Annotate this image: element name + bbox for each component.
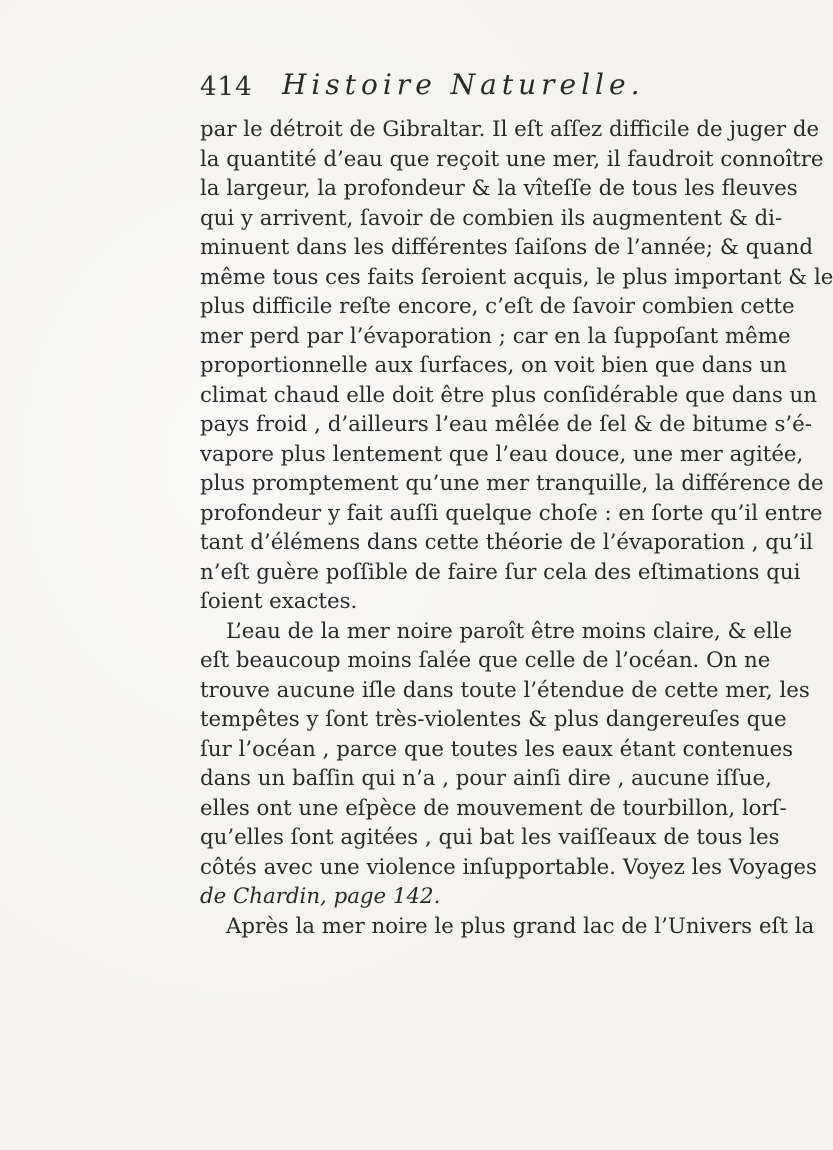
text-line: plus difficile reſte encore, c’eſt de ſavoir combien cette [200, 294, 795, 319]
page-header [200, 68, 760, 108]
text-line: plus promptement qu’une mer tranquille, la différence de [200, 471, 824, 496]
paragraph [200, 115, 833, 617]
text-line: qu’elles ſont agitées , qui bat les vaiſſeaux de tous les [200, 825, 780, 850]
paragraph [200, 912, 815, 942]
text-line: la quantité d’eau que reçoit une mer, il faudroit connoître [200, 146, 824, 172]
text-line: de Chardin, page 142. [200, 884, 441, 909]
text-line: L’eau de la mer noire paroît être moins claire, & elle [226, 618, 793, 644]
text-line: climat chaud elle doit être plus conſidérable que dans un [200, 382, 817, 408]
text-line: ſoient exactes. [200, 589, 358, 614]
text-line: pays froid , d’ailleurs l’eau mêlée de ſel & de bitume s’é- [200, 412, 812, 437]
text-line: par le détroit de Gibraltar. Il eſt aſſez difficile de juger de [200, 117, 820, 142]
body-text [200, 115, 833, 941]
text-line: tempêtes y ſont très-violentes & plus dangereuſes que [200, 707, 787, 732]
text-line: elles ont une eſpèce de mouvement de tourbillon, lorſ- [200, 795, 787, 821]
paragraph [200, 617, 817, 912]
text-line: n’eſt guère poſſible de faire ſur cela des eſtimations qui [200, 559, 801, 585]
text-line: même tous ces faits ſeroient acquis, le plus important & le [200, 264, 833, 290]
text-line: profondeur y fait auſſi quelque choſe : en ſorte qu’il entre [200, 500, 823, 526]
text-line: minuent dans les différentes ſaiſons de l’année; & quand [200, 235, 813, 260]
page-number: 414 [200, 72, 253, 102]
text-line: tant d’élémens dans cette théorie de l’évaporation , qu’il [200, 530, 813, 555]
text-line: vapore plus lentement que l’eau douce, une mer agitée, [200, 441, 804, 467]
running-title: Histoire Naturelle. [282, 68, 645, 101]
text-line: ſur l’océan , parce que toutes les eaux étant contenues [200, 736, 794, 762]
text-line: proportionnelle aux ſurfaces, on voit bien que dans un [200, 353, 787, 378]
text-line: qui y arrivent, ſavoir de combien ils augmentent & di- [200, 205, 783, 231]
text-line: mer perd par l’évaporation ; car en la ſuppoſant même [200, 323, 791, 349]
text-line: côtés avec une violence inſupportable. Voyez les Voyages [200, 854, 817, 880]
text-line: trouve aucune iſle dans toute l’étendue de cette mer, les [200, 677, 810, 703]
text-line: Après la mer noire le plus grand lac de l’Univers eſt la [226, 913, 815, 939]
text-line: la largeur, la profondeur & la vîteſſe de tous les fleuves [200, 176, 798, 201]
text-line: eſt beaucoup moins ſalée que celle de l’océan. On ne [200, 648, 771, 673]
text-line: dans un baſſin qui n’a , pour ainſi dire , aucune iſſue, [200, 766, 772, 791]
